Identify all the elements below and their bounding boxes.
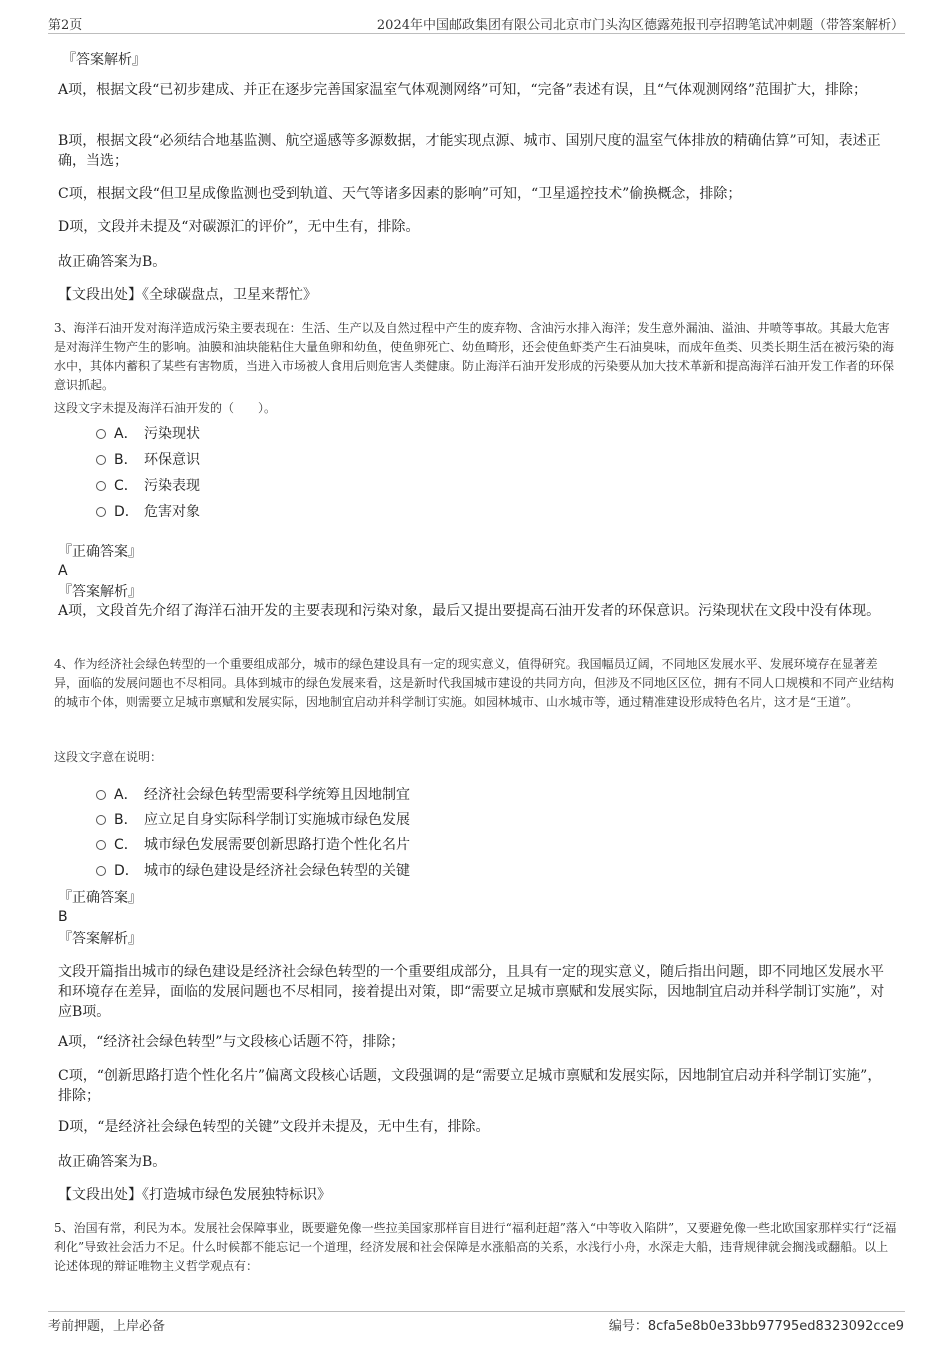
q3-option-b[interactable]: [96, 449, 200, 469]
page-number: 第2页: [48, 18, 83, 33]
option-text: 污染现状: [144, 426, 200, 442]
q4-analysis-label: 『答案解析』: [58, 931, 142, 947]
option-key: C．: [114, 478, 138, 494]
q2-analysis-d: D项，文段并未提及“对碳源汇的评价”，无中生有，排除。: [58, 219, 420, 235]
q3-answer: A: [58, 563, 68, 579]
document-code-value: 8cfa5e8b0e33bb97795ed8323092cce9: [647, 1319, 904, 1334]
option-key: C．: [114, 837, 138, 853]
q4-answer-label: 『正确答案』: [58, 890, 142, 906]
q4-option-a[interactable]: [96, 784, 410, 804]
q4-analysis-c: C项，“创新思路打造个性化名片”偏离文段核心话题，文段强调的是“需要立足城市禀赋和发展实际，因地制宜启动并科学制订实施”，排除；: [58, 1068, 882, 1104]
q3-option-d[interactable]: [96, 501, 200, 521]
option-key: A．: [114, 787, 138, 803]
option-text: 环保意识: [144, 452, 200, 468]
q3-stem: 3、海洋石油开发对海洋造成污染主要表现在：生活、生产以及自然过程中产生的废弃物、含油污水排入海洋；发生意外漏油、溢油、井喷等事故。其最大危害是对海洋生物产生的影响。油膜和油块能粘住大量鱼卵和幼鱼，使鱼卵死亡、幼鱼畸形，还会使鱼虾类产生石油臭味，而成年鱼类、贝类长期生活在被污染的海水中，其体内蓄积了某些有害物质，当进入市场被人食用后则危害人类健康。防止海洋石油开发形成的污染要从加大技术革新和提高海洋石油开发工作者的环保意识抓起。: [54, 321, 895, 392]
q3-analysis-label: 『答案解析』: [58, 584, 142, 600]
q2-analysis-label: 『答案解析』: [62, 52, 146, 68]
q5-stem: 5、治国有常，利民为本。发展社会保障事业，既要避免像一些拉美国家那样盲目进行“福利赶超”落入“中等收入陷阱”，又要避免像一些北欧国家那样实行“泛福利化”导致社会活力不足。什么时候都不能忘记一个道理，经济发展和社会保障是水涨船高的关系，水浅行小舟，水深走大船，违背规律就会搁浅或翻船。以上论述体现的辩证唯物主义哲学观点有：: [54, 1221, 897, 1273]
q4-analysis-d: D项，“是经济社会绿色转型的关键”文段并未提及，无中生有，排除。: [58, 1119, 490, 1135]
option-key: D．: [114, 504, 139, 520]
document-code: [609, 1315, 904, 1334]
radio-icon[interactable]: [96, 815, 106, 825]
option-text: 应立足自身实际科学制订实施城市绿色发展: [144, 812, 410, 828]
radio-icon[interactable]: [96, 455, 106, 465]
q4-stem: 4、作为经济社会绿色转型的一个重要组成部分，城市的绿色建设具有一定的现实意义，值得研究。我国幅员辽阔，不同地区发展水平、发展环境存在显著差异，面临的发展问题也不尽相同。具体到城市的绿色发展来看，这是新时代我国城市建设的共同方向，但涉及不同地区区位，拥有不同人口规模和不同产业结构的城市个体，则需要立足城市禀赋和发展实际，因地制宜启动并科学制订实施。如园林城市、山水城市等，通过精准建设形成特色名片，这才是“王道”。: [54, 657, 895, 709]
q4-question: 这段文字意在说明：: [54, 750, 163, 764]
option-text: 危害对象: [144, 504, 200, 520]
option-text: 污染表现: [144, 478, 200, 494]
q2-analysis-b: B项，根据文段“必须结合地基监测、航空遥感等多源数据，才能实现点源、城市、国别尺度的温室气体排放的精确估算”可知，表述正确，当选；: [58, 133, 881, 169]
q2-source: 【文段出处】《全球碳盘点，卫星来帮忙》: [58, 287, 317, 303]
option-key: B．: [114, 812, 138, 828]
q3-question: 这段文字未提及海洋石油开发的（ ）。: [54, 401, 277, 415]
document-title: 2024年中国邮政集团有限公司北京市门头沟区德露苑报刊亭招聘笔试冲刺题（带答案解析）: [376, 18, 904, 33]
radio-icon[interactable]: [96, 790, 106, 800]
q4-conclusion: 故正确答案为B。: [58, 1154, 167, 1170]
radio-icon[interactable]: [96, 429, 106, 439]
q4-option-b[interactable]: [96, 809, 410, 829]
document-code-label: 编号：: [608, 1319, 648, 1334]
q3-answer-label: 『正确答案』: [58, 544, 142, 560]
q2-conclusion: 故正确答案为B。: [58, 254, 167, 270]
q4-source: 【文段出处】《打造城市绿色发展独特标识》: [58, 1187, 331, 1203]
q3-analysis: A项，文段首先介绍了海洋石油开发的主要表现和污染对象，最后又提出要提高石油开发者的环保意识。污染现状在文段中没有体现。: [58, 603, 881, 619]
option-key: B．: [114, 452, 138, 468]
option-text: 城市的绿色建设是经济社会绿色转型的关键: [144, 863, 410, 879]
radio-icon[interactable]: [96, 481, 106, 491]
radio-icon[interactable]: [96, 866, 106, 876]
option-text: 经济社会绿色转型需要科学统筹且因地制宜: [144, 787, 410, 803]
q4-analysis-a: A项，“经济社会绿色转型”与文段核心话题不符，排除；: [58, 1034, 405, 1050]
q4-option-c[interactable]: [96, 834, 410, 854]
q3-option-a[interactable]: [96, 423, 200, 443]
option-text: 城市绿色发展需要创新思路打造个性化名片: [144, 837, 410, 853]
q4-answer: B: [58, 909, 68, 925]
footer-slogan: 考前押题，上岸必备: [48, 1319, 166, 1334]
q3-option-c[interactable]: [96, 475, 200, 495]
header-divider: [48, 33, 905, 34]
q4-analysis-main: 文段开篇指出城市的绿色建设是经济社会绿色转型的一个重要组成部分，且具有一定的现实意义，随后指出问题，即不同地区发展水平和环境存在差异，面临的发展问题也不尽相同，接着提出对策，即“需要立足城市禀赋和发展实际，因地制宜启动并科学制订实施”，对应B项。: [58, 964, 885, 1020]
radio-icon[interactable]: [96, 840, 106, 850]
radio-icon[interactable]: [96, 507, 106, 517]
q2-analysis-c: C项，根据文段“但卫星成像监测也受到轨道、天气等诸多因素的影响”可知，“卫星遥控技术”偷换概念，排除；: [58, 186, 742, 202]
option-key: D．: [114, 863, 139, 879]
option-key: A．: [114, 426, 138, 442]
q2-analysis-a: A项，根据文段“已初步建成、并正在逐步完善国家温室气体观测网络”可知，“完备”表述有误，且“气体观测网络”范围扩大，排除；: [58, 82, 868, 98]
q4-option-d[interactable]: [96, 860, 410, 880]
footer-divider: [48, 1311, 905, 1312]
